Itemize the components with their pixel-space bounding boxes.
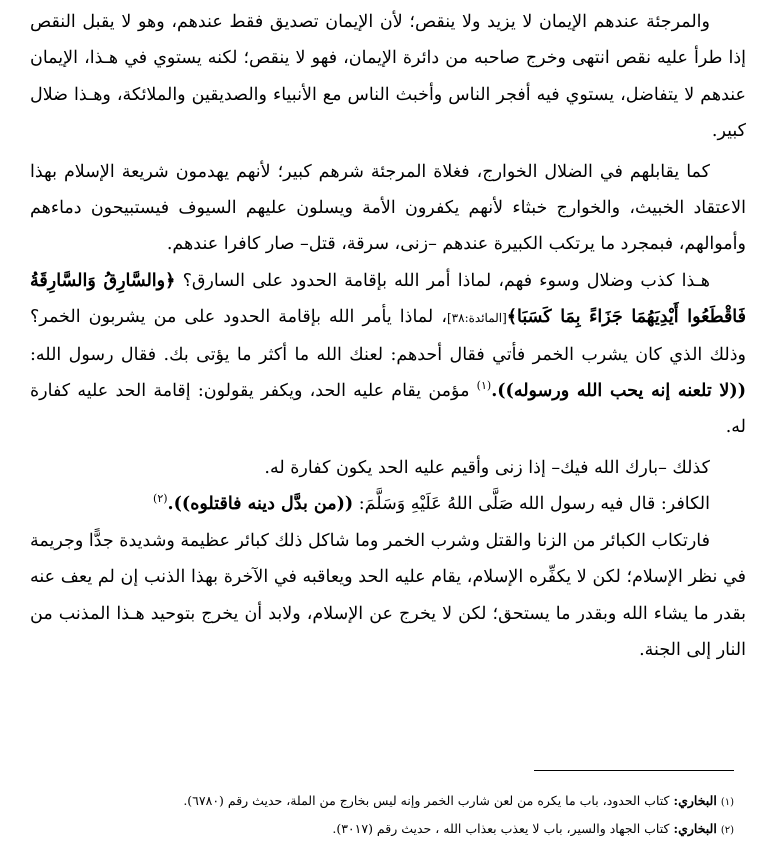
paragraph-hudud [30, 263, 746, 446]
paragraph-kabair: فارتكاب الكبائر من الزنا والقتل وشرب الخمر وما شاكل ذلك كبائر عظيمة وشديدة جدًّا وجريمة في نظر الإسلام؛ لكن لا يكفِّره الإسلام، يقام عليه الحد ويعاقبه في الآخرة بهذا الذنب إن لم يعف عنه بقدر ما يشاء الله وبقدر ما يستحق؛ لكن لا يخرج عن الإسلام، ولابد أن يخرج بتوحيد هـذا المذنب من النار إلى الجنة. [30, 530, 746, 660]
footnote-number: (١) [720, 797, 734, 808]
paragraph-khawarij: كما يقابلهم في الضلال الخوارج، فغلاة المرجئة شرهم كبير؛ لأنهم يهدمون شريعة الإسلام بهذا الاعتقاد الخبيث، والخوارج خبثاء لأنهم يكفرون الأمة ويسلون عليهم السيوف فيستبيحون دماءهم وأموالهم، فبمجرد ما يرتكب الكبيرة عندهم –زنى، سرقة، قتل– صار كافرا عندهم. [30, 161, 746, 255]
footnote-marker-2[interactable]: (٢) [153, 492, 168, 506]
footnote-source: البخاري: [673, 793, 717, 808]
paragraph-murjia-iman: والمرجئة عندهم الإيمان لا يزيد ولا ينقص؛ لأن الإيمان تصديق فقط عندهم، وهو لا يقبل النقص إذا طرأ عليه نقص انتهى وخرج صاحبه من دائرة الإيمان، فهو لا ينقص؛ لكنه يستوي في هـذا، الإيمان عندهم لا يتفاضل، يستوي فيه أفجر الناس وأخبث الناس مع الأنبياء والصديقين والملائكة، وهـذا ضلال كبير. [30, 12, 746, 142]
hudud-middle: ، لماذا يأمر الله بإقامة الحدود على من يشربون الخمر؟ وذلك الذي كان يشرب الخمر فأتي فقال أحدهم: لعنك الله ما أكثر ما يؤتى بك. فقال رسول الله: [30, 307, 746, 365]
kafir-intro: الكافر: قال فيه رسول الله صَلَّى اللهُ عَلَيْهِ وَسَلَّمَ: [353, 494, 710, 515]
hadith-quote-1: ((لا تلعنه إنه يحب الله ورسوله)). [491, 381, 746, 402]
hadith-quote-2: ((من بدَّل دينه فاقتلوه)). [167, 494, 354, 515]
footnote-text: كتاب الحدود، باب ما يكره من لعن شارب الخمر وإنه ليس بخارج من الملة، حديث رقم (٦٧٨٠). [183, 793, 674, 808]
hudud-intro: هـذا كذب وضلال وسوء فهم، لماذا أمر الله بإقامة الحدود على السارق؟ [182, 270, 710, 291]
footnote-marker-1[interactable]: (١) [476, 379, 492, 393]
quran-verse: ﴿والسَّارِقُ وَالسَّارِقَةُ فَاقْطَعُوا أَيْدِيَهُمَا جَزَاءً بِمَا كَسَبَا﴾ [30, 270, 747, 328]
paragraph-zina-kaffara: كذلك –بارك الله فيك– إذا زنى وأقيم عليه الحد يكون كفارة له. [264, 457, 710, 478]
footnotes [30, 788, 734, 844]
hudud-end: مؤمن يقام عليه الحد، ويكفر يقولون: إقامة الحد عليه كفارة له. [30, 381, 746, 438]
footnote-1 [30, 788, 734, 816]
footnote-separator [534, 770, 734, 771]
paragraph-kafir [30, 486, 746, 522]
footnote-number: (٢) [720, 825, 734, 836]
footnote-2 [30, 816, 734, 844]
footnote-text: كتاب الجهاد والسير، باب لا يعذب بعذاب الله ، حديث رقم (٣٠١٧). [332, 821, 674, 836]
quran-reference: [المائدة:٣٨] [446, 311, 507, 326]
footnote-source: البخاري: [673, 821, 717, 836]
